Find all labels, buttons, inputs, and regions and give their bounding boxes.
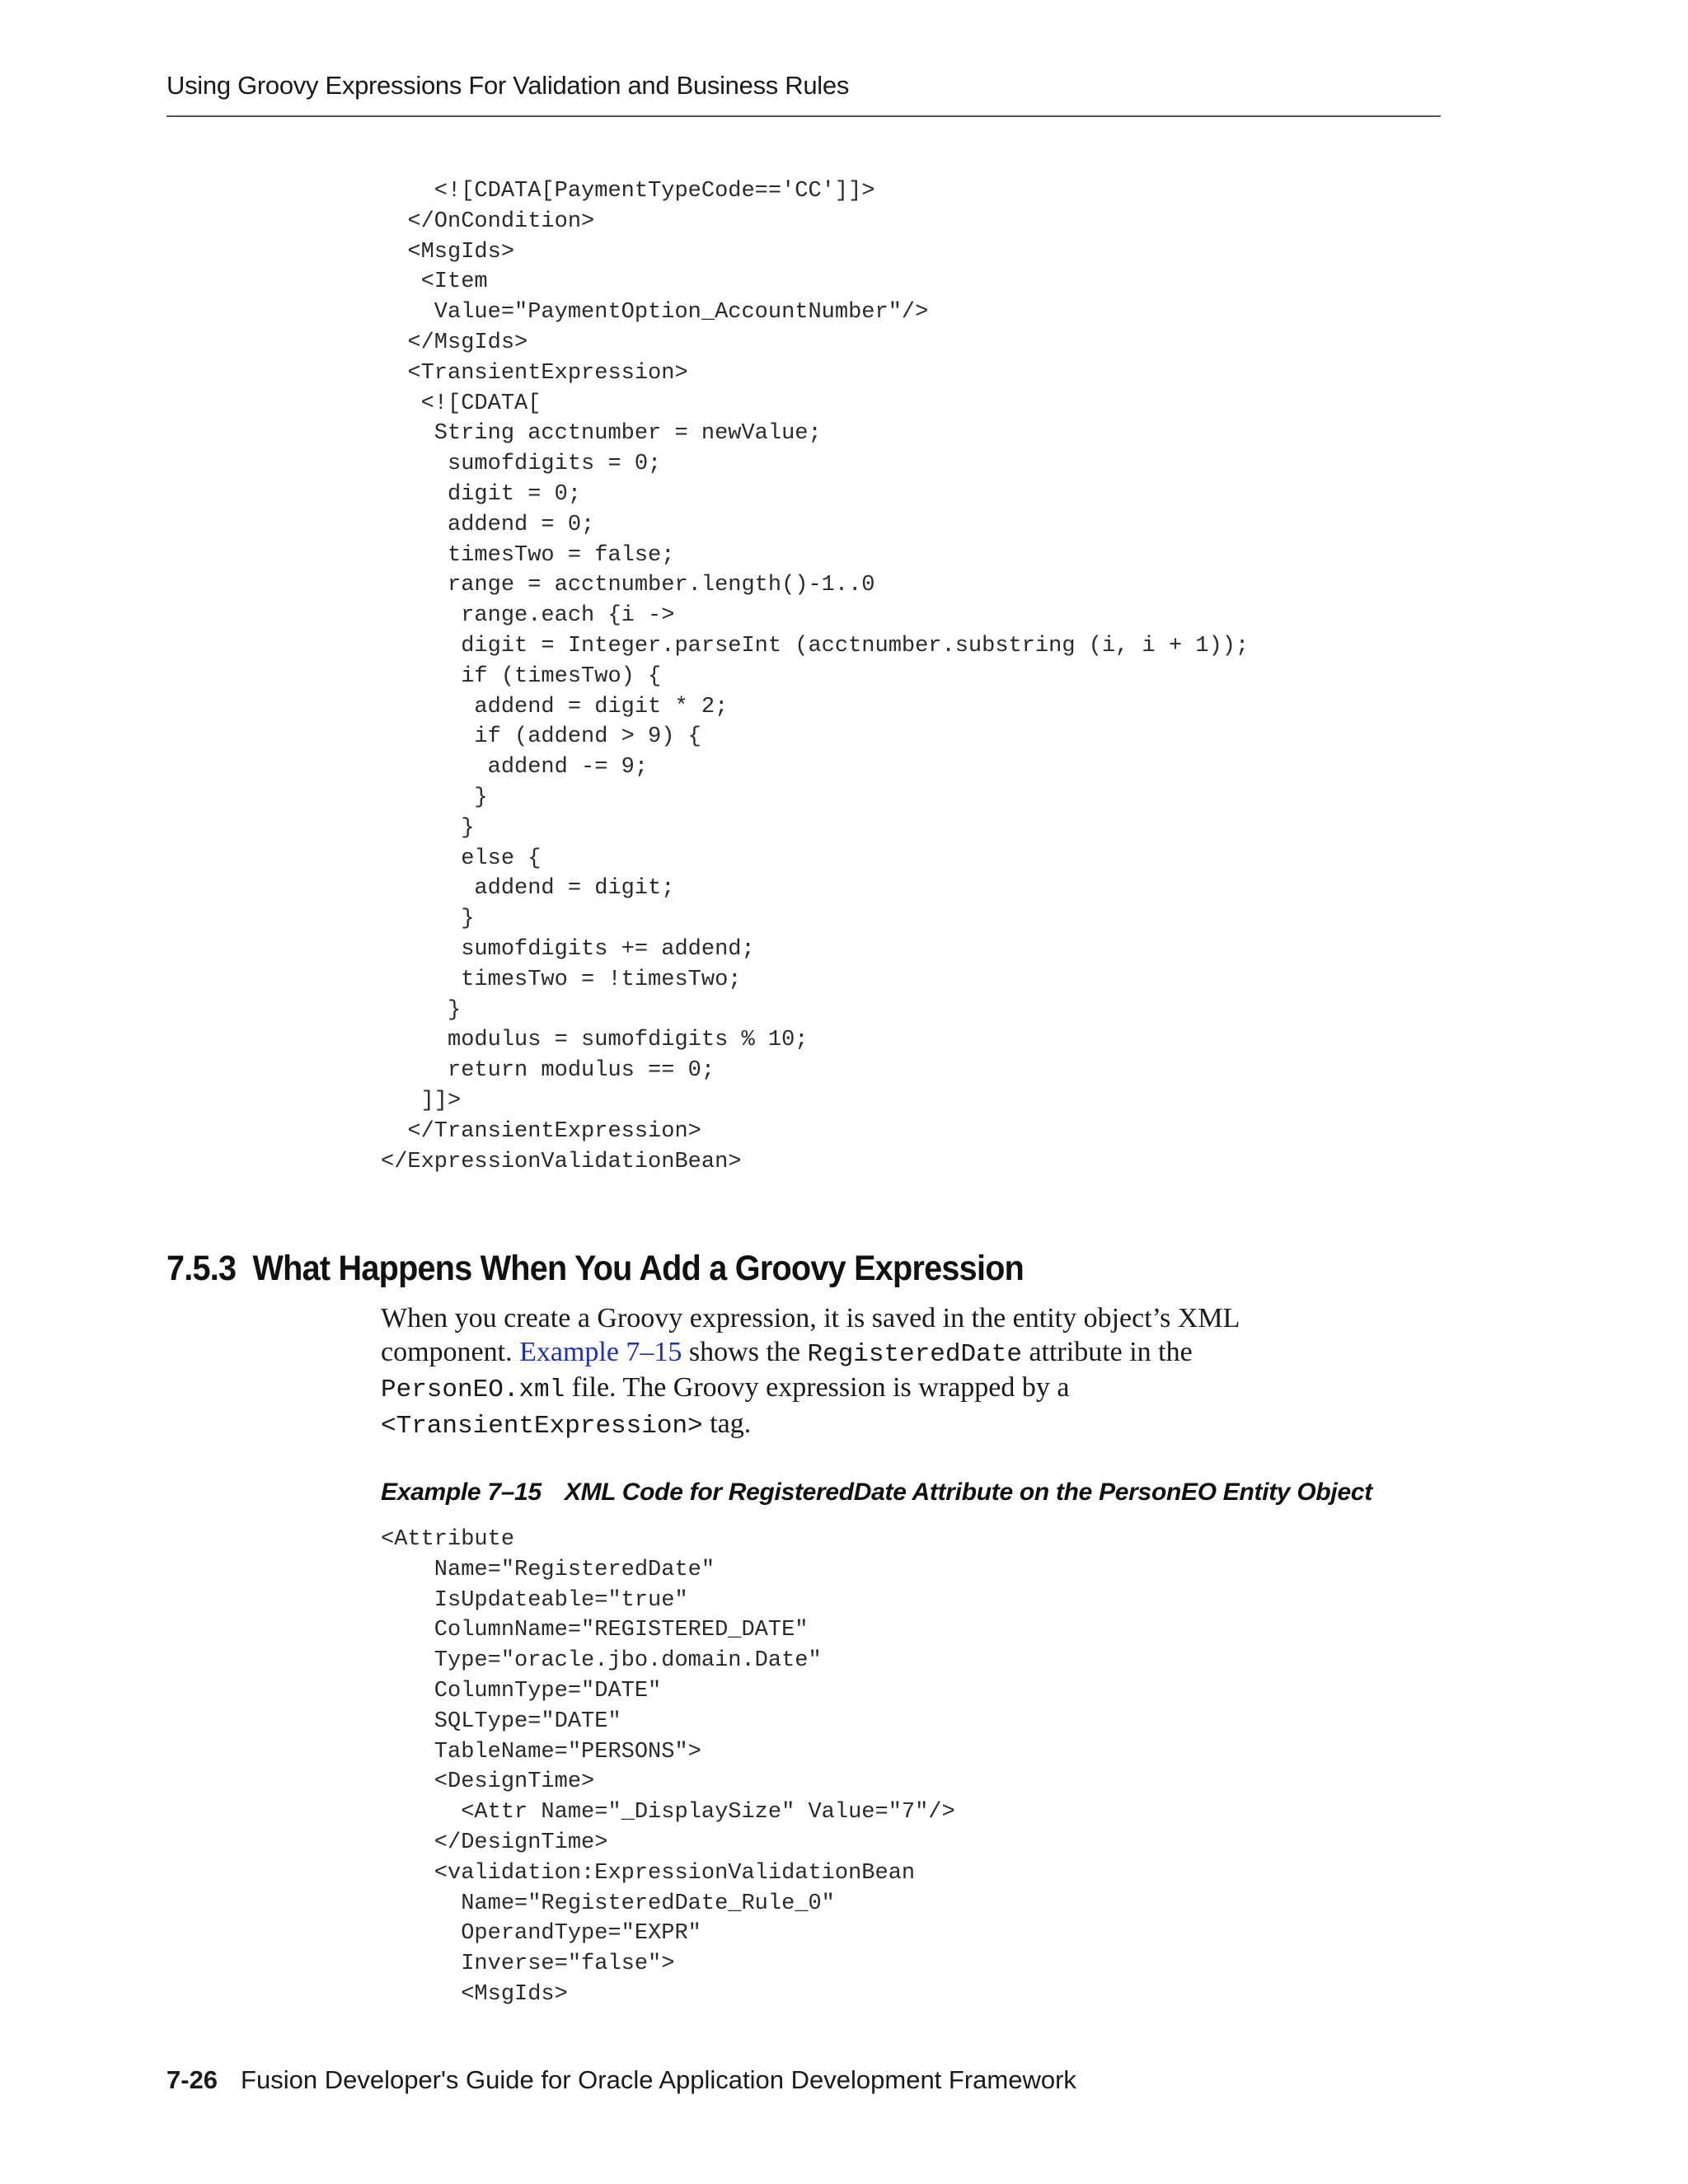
inline-code: <TransientExpression> [381,1411,703,1441]
example-caption [381,1479,1372,1507]
section-number: 7.5.3 [166,1249,237,1288]
body-paragraph [381,1302,1329,1443]
code-listing-top: <![CDATA[PaymentTypeCode=='CC']]> </OnCondition> <MsgIds> <Item Value="PaymentOption_AccountNumber"/> </MsgIds> <TransientExpression> <![CDATA[ String acctnumber = newValue; sumofdigits = 0; digit = 0; addend = 0; timesTwo = false; range = acctnumber.length()-1..0 range.each {i -> digit = Integer.parseInt (acctnumber.substring (i, i + 1)); if (timesTwo) { addend = digit * 2; if (addend > 9) { addend -= 9; } } else { addend = digit; } sumofdigits += addend; timesTwo = !timesTwo; } modulus = sumofdigits % 10; return modulus == 0; ]]> </TransientExpression> </ExpressionValidationBean> [381,179,1250,1174]
section-heading [166,1249,1024,1289]
inline-code: PersonEO.xml [381,1376,565,1404]
paragraph-text: tag. [702,1408,752,1439]
example-label: Example 7–15 [381,1479,542,1506]
paragraph-text: file. The Groovy expression is wrapped by a [565,1372,1070,1403]
header-divider [166,115,1441,117]
paragraph-text: attribute in the [1021,1336,1193,1367]
paragraph-text: When you create a Groovy expression, it is saved in the entity object’s XML component. [381,1303,1240,1367]
section-title: What Happens When You Add a Groovy Expression [252,1249,1025,1288]
book-title: Fusion Developer's Guide for Oracle Application Development Framework [241,2065,1076,2094]
page-number: 7-26 [166,2065,218,2094]
running-header: Using Groovy Expressions For Validation and Business Rules [166,71,850,100]
code-listing-bottom: <Attribute Name="RegisteredDate" IsUpdateable="true" ColumnName="REGISTERED_DATE" Type="oracle.jbo.domain.Date" ColumnType="DATE" SQLType="DATE" TableName="PERSONS"> <DesignTime> <Attr Name="_DisplaySize" Value="7"/> </DesignTime> <validation:ExpressionValidationBean Name="RegisteredDate_Rule_0" OperandType="EXPR" Inverse="false"> <MsgIds> [381,1527,955,2007]
inline-code: RegisteredDate [807,1339,1022,1369]
example-link[interactable]: Example 7–15 [519,1336,682,1367]
paragraph-text: shows the [682,1336,808,1367]
example-title: XML Code for RegisteredDate Attribute on the PersonEO Entity Object [564,1479,1372,1506]
page-footer [166,2065,1076,2095]
